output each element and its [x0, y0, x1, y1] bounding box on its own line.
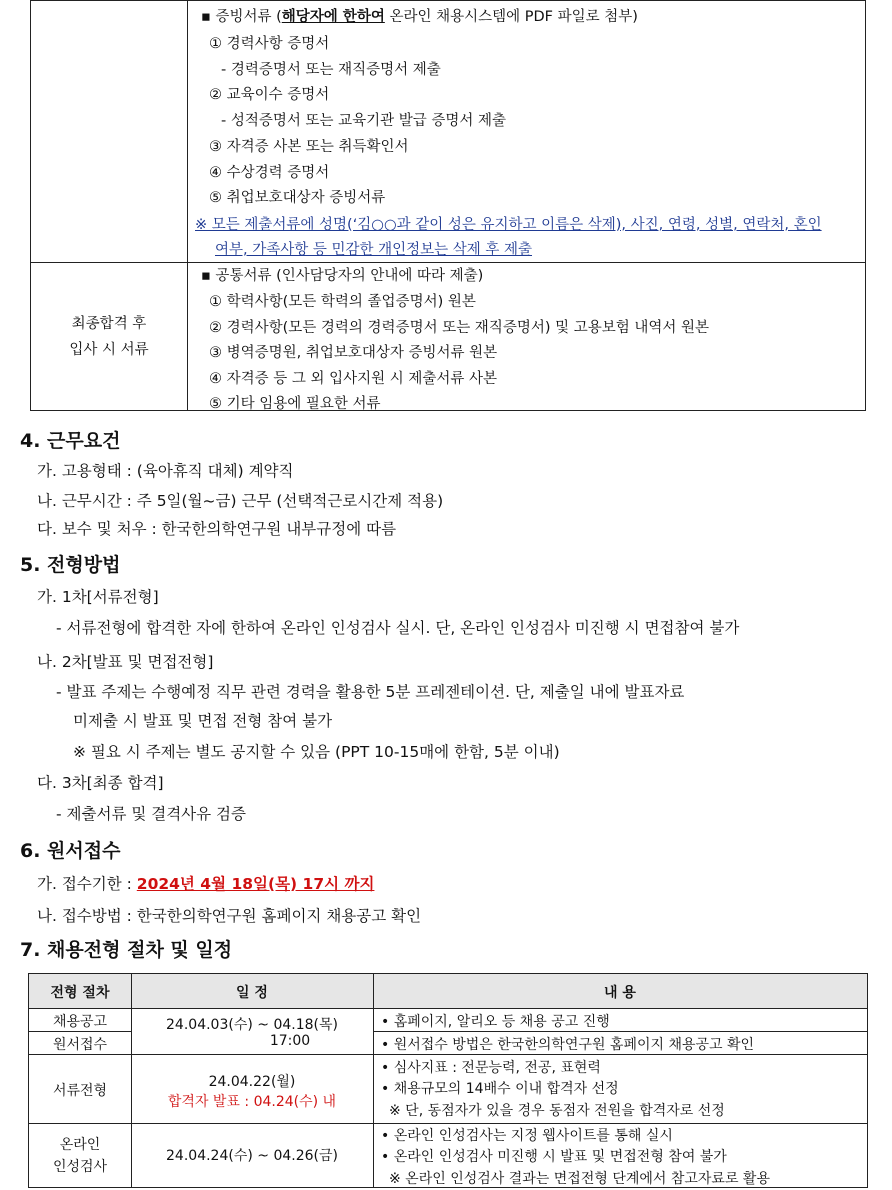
- header-step: 전형 절차: [50, 985, 110, 1001]
- table-border: [31, 0, 865, 1]
- final-docs-header: ▪ 공통서류 (인사담당자의 안내에 따라 제출): [201, 268, 484, 284]
- schedule-table: [28, 973, 868, 1188]
- online-date: 24.04.24(수) ~ 04.26(금): [166, 1148, 338, 1164]
- deadline-value: 2024년 4월 18일(목) 17시 까지: [136, 875, 375, 893]
- step-documents: 서류전형: [52, 1083, 108, 1099]
- documents-table: [30, 0, 866, 411]
- final-docs-item: ④ 자격증 등 그 외 입사지원 시 제출서류 사본: [209, 371, 497, 387]
- docs-header-prefix: ▪ 증빙서류 (: [201, 9, 282, 25]
- announce-content: • 홈페이지, 알리오 등 채용 공고 진행: [381, 1014, 610, 1030]
- final-docs-label: [31, 311, 187, 363]
- table-divider: [187, 0, 188, 410]
- step-apply: 원서접수: [52, 1037, 108, 1053]
- docs-header: [201, 5, 638, 26]
- final-docs-item: ⑤ 기타 임용에 필요한 서류: [209, 396, 381, 412]
- online-content: • 온라인 인성검사는 지정 웹사이트를 통해 실시: [381, 1128, 673, 1144]
- table-divider: [31, 262, 865, 263]
- table-divider: [373, 974, 374, 1187]
- docs-item: ④ 수상경력 증명서: [209, 165, 330, 181]
- final-docs-item: ① 학력사항(모든 학력의 졸업증명서) 원본: [209, 294, 476, 310]
- work-hours: 나. 근무시간 : 주 5일(월~금) 근무 (선택적근로시간제 적용): [37, 492, 444, 510]
- final-docs-item: ② 경력사항(모든 경력의 경력증명서 또는 재직증명서) 및 고용보험 내역서 원본: [209, 320, 710, 336]
- docs-header-bold: 해당자에 한하여: [281, 9, 385, 25]
- step-1: 가. 1차[서류전형]: [37, 588, 159, 606]
- doc-date: 24.04.22(월): [208, 1074, 296, 1090]
- header-content: 내 용: [604, 985, 636, 1001]
- step-online-test: 인성검사: [52, 1159, 108, 1175]
- application-method: 나. 접수방법 : 한국한의학연구원 홈페이지 채용공고 확인: [37, 907, 422, 925]
- announce-apply-date: 24.04.03(수) ~ 04.18(목): [166, 1017, 338, 1033]
- step-2-note: ※ 필요 시 주제는 별도 공지할 수 있음 (PPT 10-15매에 한함, 5분 이내): [73, 743, 560, 761]
- deadline: [37, 872, 374, 894]
- docs-item: ① 경력사항 증명서: [209, 36, 330, 52]
- deadline-label: 가. 접수기한 :: [37, 875, 137, 893]
- table-divider: [29, 1123, 867, 1124]
- step-2-desc: 미제출 시 발표 및 면접 전형 참여 불가: [73, 712, 333, 730]
- announce-apply-time: 17:00: [269, 1033, 311, 1049]
- final-label-line: 입사 시 서류: [69, 342, 149, 358]
- step-announce: 채용공고: [52, 1014, 108, 1030]
- docs-item: - 성적증명서 또는 교육기관 발급 증명서 제출: [221, 113, 507, 129]
- employment-type: 가. 고용형태 : (육아휴직 대체) 계약직: [37, 462, 294, 480]
- online-content-note: ※ 온라인 인성검사 결과는 면접전형 단계에서 참고자료로 활용: [389, 1171, 770, 1187]
- step-3: 다. 3차[최종 합격]: [37, 774, 164, 792]
- doc-content: • 채용규모의 14배수 이내 합격자 선정: [381, 1081, 619, 1097]
- table-divider: [29, 1054, 867, 1055]
- docs-item: ⑤ 취업보호대상자 증빙서류: [209, 190, 386, 206]
- docs-item: ③ 자격증 사본 또는 취득확인서: [209, 139, 409, 155]
- section-5-title: 5. 전형방법: [20, 554, 121, 576]
- step-3-desc: - 제출서류 및 결격사유 검증: [56, 805, 247, 823]
- step-2-desc: - 발표 주제는 수행예정 직무 관련 경력을 활용한 5분 프레젠테이션. 단, 제출일 내에 발표자료: [56, 683, 685, 701]
- final-label-line: 최종합격 후: [71, 316, 147, 332]
- step-1-desc: - 서류전형에 합격한 자에 한하여 온라인 인성검사 실시. 단, 온라인 인성검사 미진행 시 면접참여 불가: [56, 619, 740, 637]
- privacy-note: 여부, 가족사항 등 민감한 개인정보는 삭제 후 제출: [215, 242, 533, 258]
- section-4-title: 4. 근무요건: [20, 430, 121, 452]
- doc-content-note: ※ 단, 동점자가 있을 경우 동점자 전원을 합격자로 선정: [389, 1103, 725, 1119]
- doc-date-note: 합격자 발표 : 04.24(수) 내: [167, 1094, 337, 1110]
- online-content: • 온라인 인성검사 미진행 시 발표 및 면접전형 참여 불가: [381, 1149, 727, 1165]
- docs-header-suffix: 온라인 채용시스템에 PDF 파일로 첨부): [384, 9, 638, 25]
- doc-content: • 심사지표 : 전문능력, 전공, 표현력: [381, 1060, 601, 1076]
- docs-item: - 경력증명서 또는 재직증명서 제출: [221, 62, 441, 78]
- privacy-note: ※ 모든 제출서류에 성명(‘김○○과 같이 성은 유지하고 이름은 삭제), 사진, 연령, 성별, 연락처, 혼인: [195, 217, 822, 233]
- step-online-test: 온라인: [59, 1137, 101, 1153]
- apply-content: • 원서접수 방법은 한국한의학연구원 홈페이지 채용공고 확인: [381, 1037, 755, 1053]
- compensation: 다. 보수 및 처우 : 한국한의학연구원 내부규정에 따름: [37, 520, 397, 538]
- docs-item: ② 교육이수 증명서: [209, 87, 330, 103]
- table-divider: [29, 1031, 131, 1032]
- section-7-title: 7. 채용전형 절차 및 일정: [20, 939, 233, 961]
- table-divider: [373, 1031, 867, 1032]
- section-6-title: 6. 원서접수: [20, 840, 121, 862]
- final-docs-item: ③ 병역증명원, 취업보호대상자 증빙서류 원본: [209, 345, 498, 361]
- header-date: 일 정: [236, 985, 268, 1001]
- step-2: 나. 2차[발표 및 면접전형]: [37, 653, 214, 671]
